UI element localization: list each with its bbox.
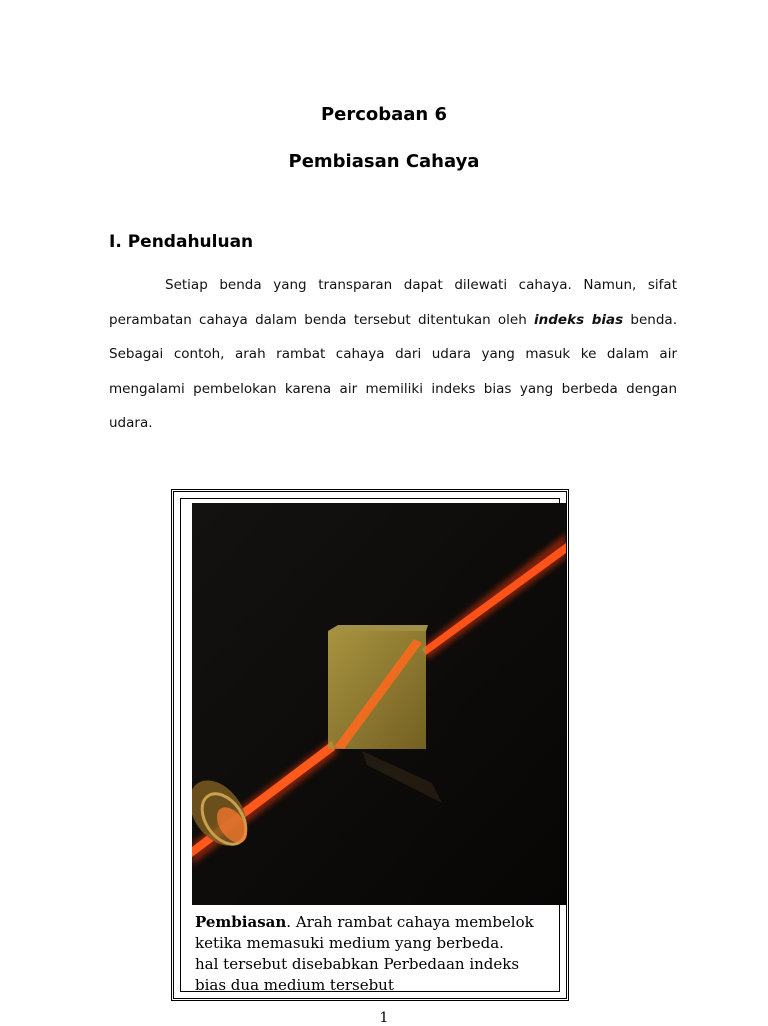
- emphasis-term: indeks bias: [534, 311, 624, 328]
- caption-lead: Pembiasan: [195, 913, 287, 931]
- caption-line-4: bias dua medium tersebut: [195, 976, 394, 994]
- refraction-photo: [192, 503, 566, 905]
- intro-paragraph: [109, 268, 677, 441]
- page-number: 1: [379, 1010, 389, 1026]
- paragraph-part-2: benda. Sebagai contoh, arah rambat cahaya dari udara yang masuk ke dalam air mengalami pembelokan karena air memiliki indeks bias yang berbeda dengan udara.: [109, 311, 677, 431]
- glass-block-top: [328, 625, 428, 631]
- figure-caption: [195, 912, 565, 996]
- topic-title: Pembiasan Cahaya: [288, 151, 480, 172]
- section-title: Pendahuluan: [127, 232, 254, 252]
- experiment-title: Percobaan 6: [320, 104, 448, 125]
- section-heading: I. Pendahuluan: [109, 232, 254, 252]
- caption-line-3: hal tersebut disebabkan Perbedaan indeks: [195, 955, 520, 973]
- section-number: I: [109, 232, 116, 252]
- caption-line-2: ketika memasuki medium yang berbeda.: [195, 934, 504, 952]
- caption-line-1: [195, 912, 565, 933]
- paragraph-part-1: Setiap benda yang transparan dapat dilewati cahaya. Namun, sifat perambatan cahaya dalam benda tersebut ditentukan oleh: [109, 277, 677, 328]
- caption-line-1-rest: . Arah rambat cahaya membelok: [286, 913, 534, 931]
